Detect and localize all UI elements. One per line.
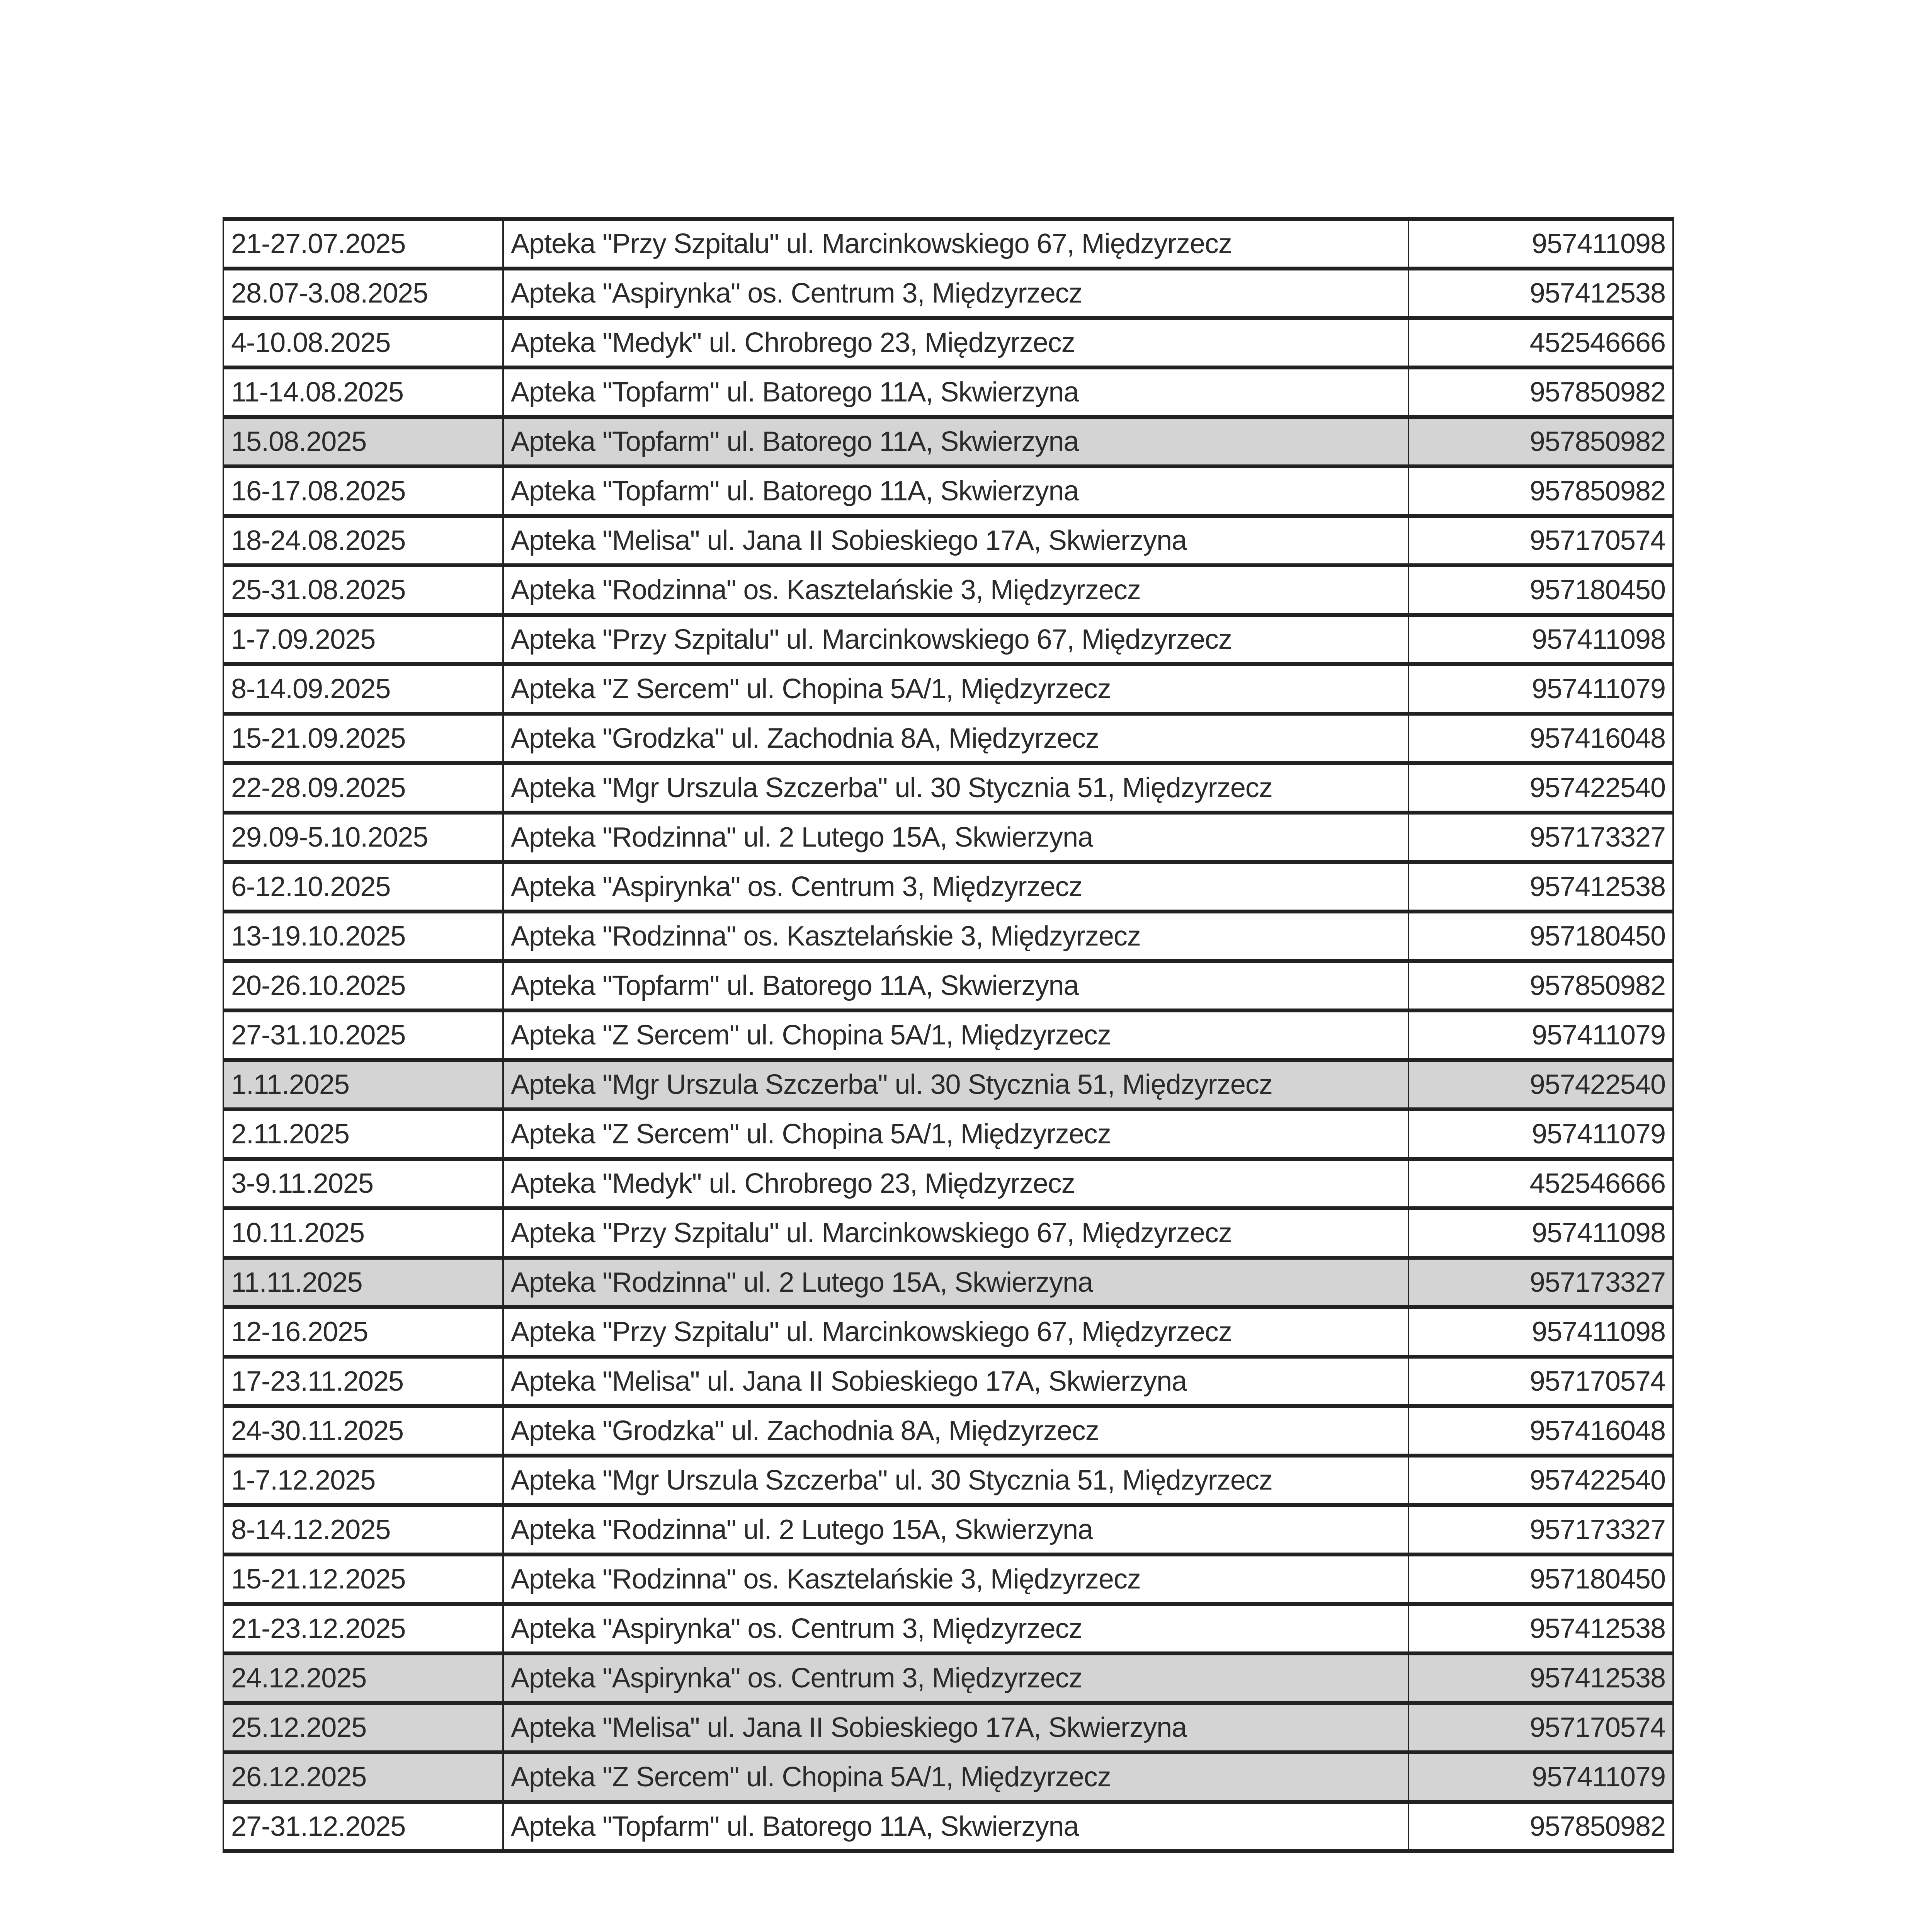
date-cell: 22-28.09.2025 <box>223 763 503 813</box>
table-row <box>223 269 1673 318</box>
table-row <box>223 1802 1673 1851</box>
pharmacy-cell: Apteka "Rodzinna" ul. 2 Lutego 15A, Skwierzyna <box>503 1258 1408 1307</box>
date-cell: 8-14.12.2025 <box>223 1505 503 1554</box>
phone-cell: 957170574 <box>1408 1703 1673 1752</box>
table-row <box>223 1208 1673 1258</box>
date-cell: 11.11.2025 <box>223 1258 503 1307</box>
table-row <box>223 565 1673 615</box>
table-row <box>223 1456 1673 1505</box>
table-row <box>223 1505 1673 1554</box>
table-row <box>223 615 1673 664</box>
pharmacy-cell: Apteka "Aspirynka" os. Centrum 3, Międzyrzecz <box>503 862 1408 912</box>
phone-cell: 452546666 <box>1408 318 1673 367</box>
table-row <box>223 1554 1673 1604</box>
date-cell: 26.12.2025 <box>223 1752 503 1802</box>
phone-cell: 957850982 <box>1408 961 1673 1010</box>
pharmacy-cell: Apteka "Medyk" ul. Chrobrego 23, Międzyrzecz <box>503 318 1408 367</box>
table-row <box>223 1406 1673 1456</box>
table-row <box>223 961 1673 1010</box>
table-row <box>223 1307 1673 1357</box>
phone-cell: 957170574 <box>1408 1357 1673 1406</box>
pharmacy-cell: Apteka "Mgr Urszula Szczerba" ul. 30 Stycznia 51, Międzyrzecz <box>503 1456 1408 1505</box>
phone-cell: 957180450 <box>1408 565 1673 615</box>
pharmacy-cell: Apteka "Przy Szpitalu" ul. Marcinkowskiego 67, Międzyrzecz <box>503 1307 1408 1357</box>
table-row <box>223 1159 1673 1208</box>
date-cell: 15.08.2025 <box>223 417 503 466</box>
pharmacy-cell: Apteka "Z Sercem" ul. Chopina 5A/1, Międzyrzecz <box>503 1752 1408 1802</box>
phone-cell: 957412538 <box>1408 862 1673 912</box>
pharmacy-cell: Apteka "Aspirynka" os. Centrum 3, Międzyrzecz <box>503 1653 1408 1703</box>
table-row <box>223 763 1673 813</box>
table-row <box>223 219 1673 269</box>
phone-cell: 957416048 <box>1408 714 1673 763</box>
pharmacy-cell: Apteka "Rodzinna" os. Kasztelańskie 3, Międzyrzecz <box>503 1554 1408 1604</box>
date-cell: 6-12.10.2025 <box>223 862 503 912</box>
table-row <box>223 466 1673 516</box>
table-row <box>223 862 1673 912</box>
pharmacy-cell: Apteka "Mgr Urszula Szczerba" ul. 30 Stycznia 51, Międzyrzecz <box>503 1060 1408 1109</box>
phone-cell: 957411098 <box>1408 615 1673 664</box>
pharmacy-cell: Apteka "Aspirynka" os. Centrum 3, Międzyrzecz <box>503 269 1408 318</box>
phone-cell: 957180450 <box>1408 912 1673 961</box>
pharmacy-cell: Apteka "Z Sercem" ul. Chopina 5A/1, Międzyrzecz <box>503 664 1408 714</box>
phone-cell: 957412538 <box>1408 269 1673 318</box>
table-row <box>223 367 1673 417</box>
phone-cell: 957411098 <box>1408 1208 1673 1258</box>
phone-cell: 957411098 <box>1408 219 1673 269</box>
date-cell: 25-31.08.2025 <box>223 565 503 615</box>
date-cell: 25.12.2025 <box>223 1703 503 1752</box>
date-cell: 8-14.09.2025 <box>223 664 503 714</box>
pharmacy-cell: Apteka "Grodzka" ul. Zachodnia 8A, Międzyrzecz <box>503 714 1408 763</box>
table-row <box>223 1010 1673 1060</box>
date-cell: 29.09-5.10.2025 <box>223 813 503 862</box>
phone-cell: 957850982 <box>1408 466 1673 516</box>
table-row <box>223 1109 1673 1159</box>
date-cell: 27-31.12.2025 <box>223 1802 503 1851</box>
pharmacy-cell: Apteka "Aspirynka" os. Centrum 3, Międzyrzecz <box>503 1604 1408 1653</box>
date-cell: 27-31.10.2025 <box>223 1010 503 1060</box>
date-cell: 4-10.08.2025 <box>223 318 503 367</box>
date-cell: 21-23.12.2025 <box>223 1604 503 1653</box>
date-cell: 2.11.2025 <box>223 1109 503 1159</box>
date-cell: 20-26.10.2025 <box>223 961 503 1010</box>
date-cell: 10.11.2025 <box>223 1208 503 1258</box>
phone-cell: 957411079 <box>1408 1752 1673 1802</box>
phone-cell: 957850982 <box>1408 1802 1673 1851</box>
phone-cell: 957411079 <box>1408 664 1673 714</box>
table-row <box>223 1060 1673 1109</box>
pharmacy-cell: Apteka "Z Sercem" ul. Chopina 5A/1, Międzyrzecz <box>503 1109 1408 1159</box>
table-row <box>223 912 1673 961</box>
table-row <box>223 1752 1673 1802</box>
date-cell: 16-17.08.2025 <box>223 466 503 516</box>
duty-schedule-table <box>223 217 1674 1853</box>
phone-cell: 957422540 <box>1408 1060 1673 1109</box>
duty-schedule-body <box>223 219 1673 1851</box>
table-row <box>223 1604 1673 1653</box>
date-cell: 18-24.08.2025 <box>223 516 503 565</box>
phone-cell: 957411098 <box>1408 1307 1673 1357</box>
table-row <box>223 1357 1673 1406</box>
table-row <box>223 1258 1673 1307</box>
date-cell: 1-7.12.2025 <box>223 1456 503 1505</box>
table-row <box>223 318 1673 367</box>
pharmacy-cell: Apteka "Rodzinna" os. Kasztelańskie 3, Międzyrzecz <box>503 565 1408 615</box>
pharmacy-cell: Apteka "Rodzinna" ul. 2 Lutego 15A, Skwierzyna <box>503 813 1408 862</box>
table-row <box>223 664 1673 714</box>
table-row <box>223 714 1673 763</box>
phone-cell: 957412538 <box>1408 1653 1673 1703</box>
phone-cell: 957173327 <box>1408 1505 1673 1554</box>
phone-cell: 957416048 <box>1408 1406 1673 1456</box>
pharmacy-cell: Apteka "Przy Szpitalu" ul. Marcinkowskiego 67, Międzyrzecz <box>503 615 1408 664</box>
pharmacy-cell: Apteka "Grodzka" ul. Zachodnia 8A, Międzyrzecz <box>503 1406 1408 1456</box>
pharmacy-cell: Apteka "Przy Szpitalu" ul. Marcinkowskiego 67, Międzyrzecz <box>503 219 1408 269</box>
pharmacy-cell: Apteka "Topfarm" ul. Batorego 11A, Skwierzyna <box>503 367 1408 417</box>
phone-cell: 957422540 <box>1408 1456 1673 1505</box>
pharmacy-cell: Apteka "Przy Szpitalu" ul. Marcinkowskiego 67, Międzyrzecz <box>503 1208 1408 1258</box>
phone-cell: 957173327 <box>1408 1258 1673 1307</box>
pharmacy-cell: Apteka "Rodzinna" ul. 2 Lutego 15A, Skwierzyna <box>503 1505 1408 1554</box>
date-cell: 28.07-3.08.2025 <box>223 269 503 318</box>
pharmacy-cell: Apteka "Topfarm" ul. Batorego 11A, Skwierzyna <box>503 961 1408 1010</box>
table-row <box>223 516 1673 565</box>
date-cell: 24.12.2025 <box>223 1653 503 1703</box>
pharmacy-cell: Apteka "Melisa" ul. Jana II Sobieskiego 17A, Skwierzyna <box>503 1703 1408 1752</box>
date-cell: 21-27.07.2025 <box>223 219 503 269</box>
date-cell: 1.11.2025 <box>223 1060 503 1109</box>
phone-cell: 957411079 <box>1408 1109 1673 1159</box>
phone-cell: 957412538 <box>1408 1604 1673 1653</box>
phone-cell: 957850982 <box>1408 417 1673 466</box>
table-row <box>223 1703 1673 1752</box>
date-cell: 1-7.09.2025 <box>223 615 503 664</box>
pharmacy-cell: Apteka "Topfarm" ul. Batorego 11A, Skwierzyna <box>503 466 1408 516</box>
phone-cell: 452546666 <box>1408 1159 1673 1208</box>
phone-cell: 957170574 <box>1408 516 1673 565</box>
phone-cell: 957411079 <box>1408 1010 1673 1060</box>
phone-cell: 957173327 <box>1408 813 1673 862</box>
date-cell: 13-19.10.2025 <box>223 912 503 961</box>
pharmacy-cell: Apteka "Topfarm" ul. Batorego 11A, Skwierzyna <box>503 1802 1408 1851</box>
phone-cell: 957180450 <box>1408 1554 1673 1604</box>
pharmacy-cell: Apteka "Z Sercem" ul. Chopina 5A/1, Międzyrzecz <box>503 1010 1408 1060</box>
date-cell: 17-23.11.2025 <box>223 1357 503 1406</box>
pharmacy-cell: Apteka "Rodzinna" os. Kasztelańskie 3, Międzyrzecz <box>503 912 1408 961</box>
pharmacy-cell: Apteka "Medyk" ul. Chrobrego 23, Międzyrzecz <box>503 1159 1408 1208</box>
date-cell: 24-30.11.2025 <box>223 1406 503 1456</box>
phone-cell: 957850982 <box>1408 367 1673 417</box>
pharmacy-cell: Apteka "Melisa" ul. Jana II Sobieskiego 17A, Skwierzyna <box>503 1357 1408 1406</box>
pharmacy-cell: Apteka "Melisa" ul. Jana II Sobieskiego 17A, Skwierzyna <box>503 516 1408 565</box>
table-row <box>223 813 1673 862</box>
pharmacy-cell: Apteka "Topfarm" ul. Batorego 11A, Skwierzyna <box>503 417 1408 466</box>
table-row <box>223 1653 1673 1703</box>
phone-cell: 957422540 <box>1408 763 1673 813</box>
date-cell: 15-21.09.2025 <box>223 714 503 763</box>
date-cell: 12-16.2025 <box>223 1307 503 1357</box>
table-row <box>223 417 1673 466</box>
date-cell: 3-9.11.2025 <box>223 1159 503 1208</box>
pharmacy-cell: Apteka "Mgr Urszula Szczerba" ul. 30 Stycznia 51, Międzyrzecz <box>503 763 1408 813</box>
date-cell: 15-21.12.2025 <box>223 1554 503 1604</box>
date-cell: 11-14.08.2025 <box>223 367 503 417</box>
